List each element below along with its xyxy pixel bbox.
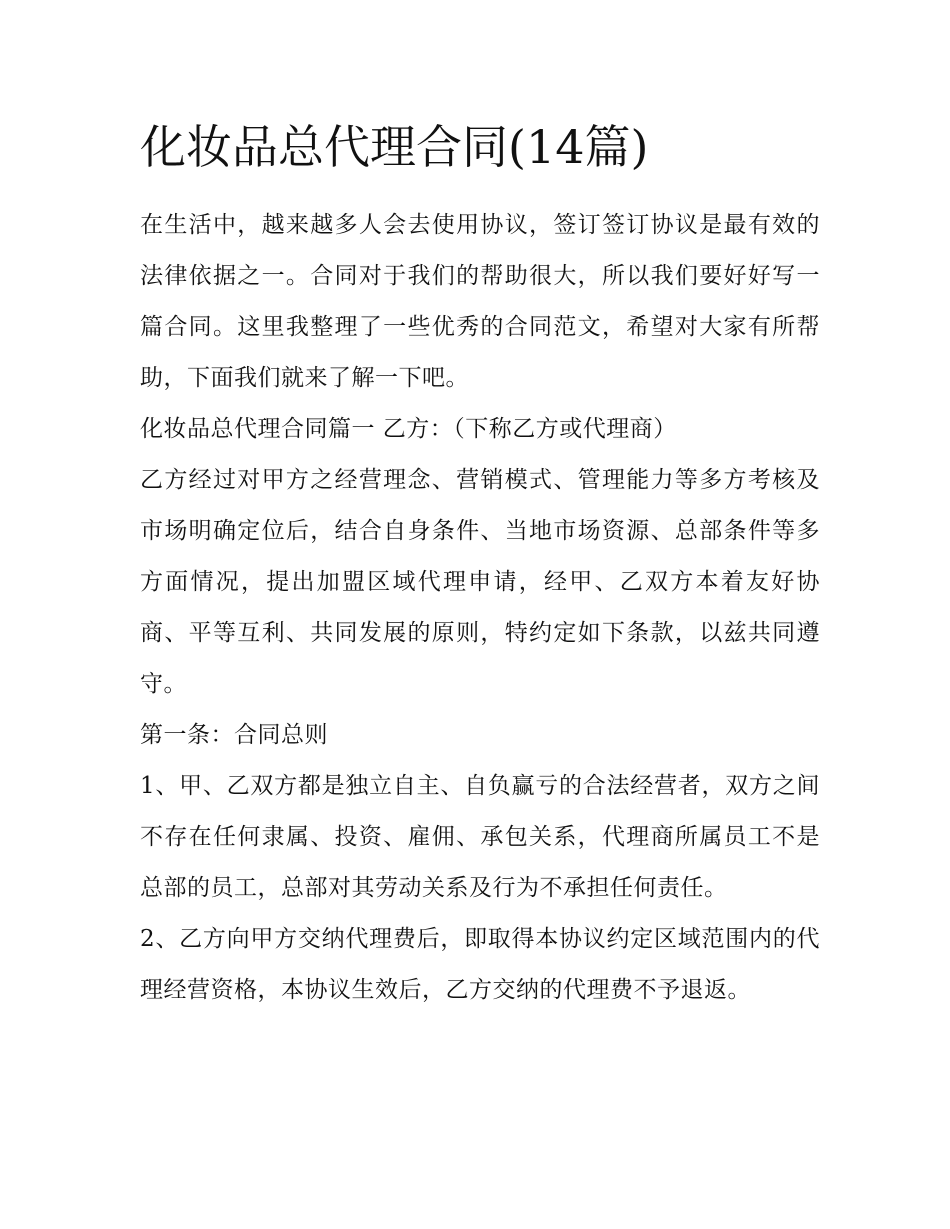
preamble-paragraph: 乙方经过对甲方之经营理念、营销模式、管理能力等多方考核及市场明确定位后，结合自身条件、当地市场资源、总部条件等多方面情况，提出加盟区域代理申请，经甲、乙双方本着友好协商、平等互利、共同发展的原则，特约定如下条款，以兹共同遵守。 <box>140 467 820 697</box>
intro-paragraph: 在生活中，越来越多人会去使用协议，签订签订协议是最有效的法律依据之一。合同对于我们的帮助很大，所以我们要好好写一篇合同。这里我整理了一些优秀的合同范文，希望对大家有所帮助，下面我们就来了解一下吧。 <box>140 212 820 391</box>
article-one-heading: 第一条：合同总则 <box>140 722 328 748</box>
document-page <box>140 112 820 1016</box>
clause-2-paragraph: 2、乙方向甲方交纳代理费后，即取得本协议约定区域范围内的代理经营资格，本协议生效后，乙方交纳的代理费不予退返。 <box>140 926 820 1003</box>
clause-1-paragraph: 1、甲、乙双方都是独立自主、自负赢亏的合法经营者，双方之间不存在任何隶属、投资、雇佣、承包关系，代理商所属员工不是总部的员工，总部对其劳动关系及行为不承担任何责任。 <box>140 773 820 901</box>
section-heading-part-one: 化妆品总代理合同篇一 乙方：（下称乙方或代理商） <box>140 416 677 442</box>
document-title: 化妆品总代理合同(14篇) <box>140 120 649 174</box>
